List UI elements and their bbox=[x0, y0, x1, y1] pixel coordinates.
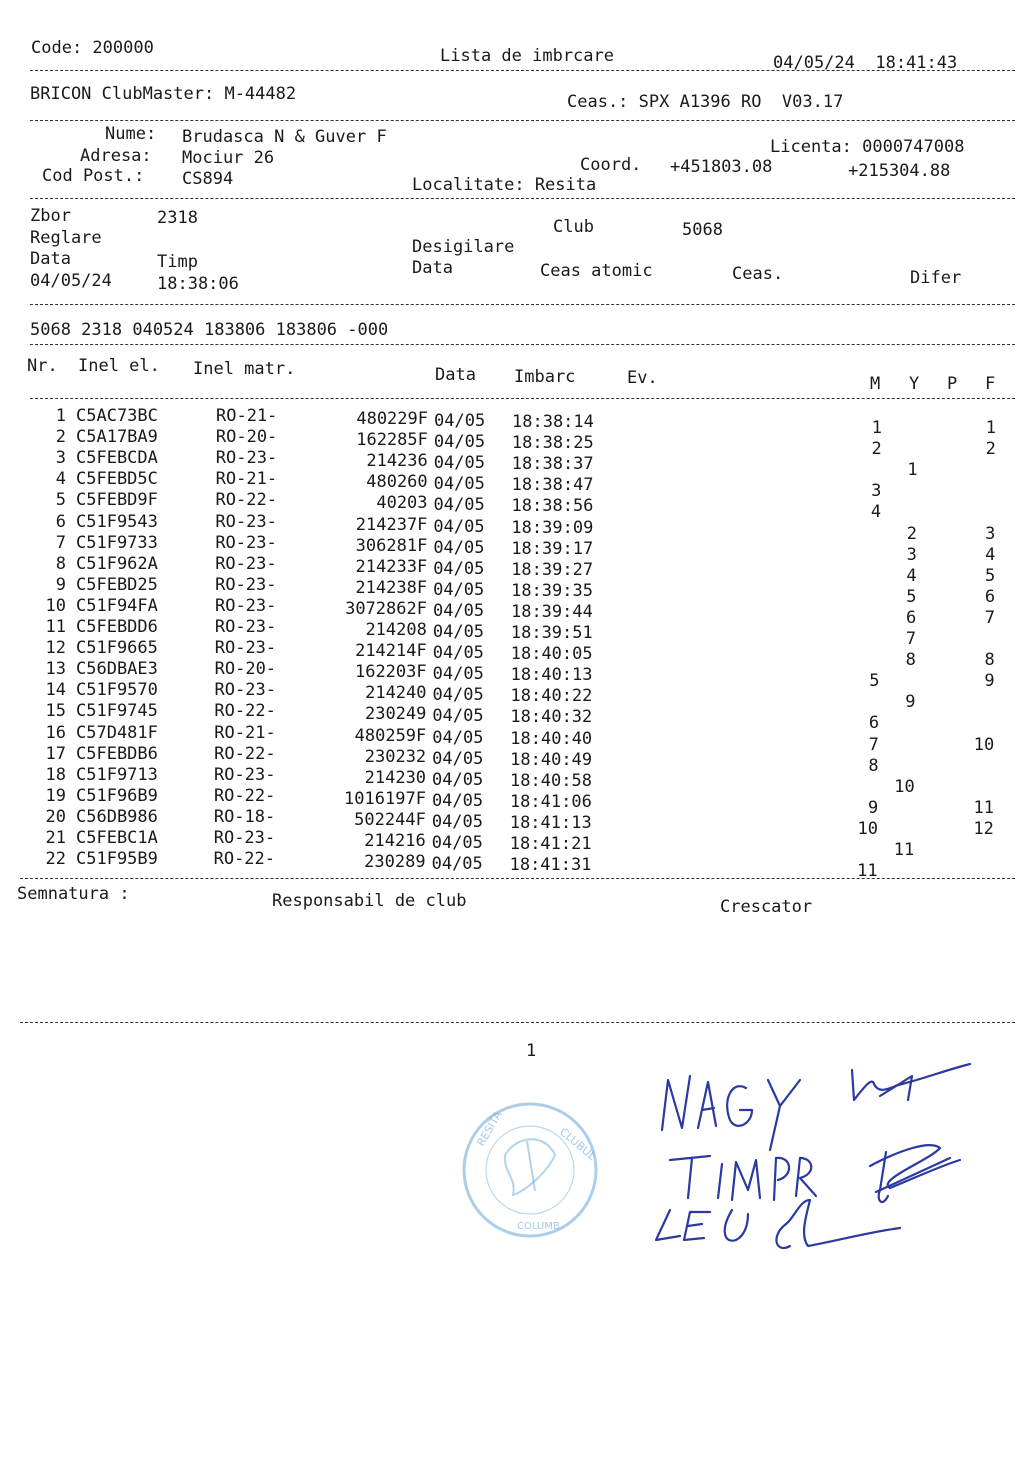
row-category-m: 5 bbox=[869, 671, 880, 692]
row-ring-prefix: RO-22- bbox=[215, 490, 277, 511]
row-category-y: 5 bbox=[906, 586, 917, 607]
row-boarding-time: 18:38:56 bbox=[511, 496, 594, 517]
row-category-m: 4 bbox=[870, 502, 882, 523]
row-category-y: 8 bbox=[905, 650, 916, 671]
row-number: 21 bbox=[45, 828, 66, 848]
row-date: 04/05 bbox=[432, 727, 484, 748]
print-datetime: 04/05/24 18:41:43 bbox=[773, 53, 958, 73]
row-ring-number: 1016197F bbox=[344, 788, 426, 809]
col-inel-matr-header: Inel matr. bbox=[193, 359, 296, 379]
row-ring-number: 502244F bbox=[354, 809, 426, 830]
timp-label: Timp bbox=[157, 252, 198, 272]
breeder-label: Crescator bbox=[720, 897, 813, 917]
row-boarding-time: 18:39:51 bbox=[510, 623, 593, 643]
row-ring-prefix: RO-21- bbox=[216, 406, 278, 426]
coord-latitude: +451803.08 bbox=[670, 157, 773, 177]
locality: Localitate: Resita bbox=[412, 175, 597, 195]
row-boarding-time: 18:41:13 bbox=[509, 812, 592, 833]
reglare-time: 18:38:06 bbox=[157, 274, 239, 294]
row-category-f: 8 bbox=[984, 650, 995, 671]
row-boarding-time: 18:38:37 bbox=[511, 454, 594, 475]
row-electronic-ring: C51F94FA bbox=[76, 595, 158, 616]
divider bbox=[20, 1022, 1015, 1023]
svg-text:CLUBUL: CLUBUL bbox=[557, 1125, 599, 1163]
row-date: 04/05 bbox=[433, 579, 485, 600]
row-ring-number: 230289 bbox=[364, 852, 426, 873]
row-category-m: 8 bbox=[868, 755, 879, 776]
reglare-label: Reglare bbox=[30, 228, 102, 248]
row-boarding-time: 18:40:58 bbox=[510, 770, 592, 791]
signature-label: Semnatura : bbox=[17, 884, 130, 904]
row-ring-number: 480259F bbox=[354, 725, 427, 746]
row-category-f: 11 bbox=[973, 797, 994, 818]
row-ring-number: 214216 bbox=[364, 831, 426, 851]
divider bbox=[30, 344, 1015, 345]
row-number: 7 bbox=[55, 532, 66, 553]
row-electronic-ring: C56DB986 bbox=[76, 806, 158, 827]
row-ring-number: 214238F bbox=[355, 577, 428, 598]
row-date: 04/05 bbox=[433, 516, 485, 537]
row-boarding-time: 18:41:06 bbox=[509, 791, 592, 812]
row-ring-number: 214214F bbox=[355, 641, 427, 662]
row-category-m: 10 bbox=[857, 818, 879, 839]
row-electronic-ring: C5AC73BC bbox=[76, 406, 158, 426]
row-number: 16 bbox=[45, 722, 66, 743]
difer-label: Difer bbox=[910, 268, 962, 288]
divider bbox=[30, 120, 1015, 121]
row-number: 19 bbox=[45, 785, 66, 806]
row-ring-number: 214236 bbox=[366, 451, 428, 472]
row-boarding-time: 18:40:49 bbox=[510, 749, 593, 770]
row-number: 10 bbox=[45, 595, 66, 616]
row-ring-prefix: RO-22- bbox=[213, 849, 276, 870]
data-label: Data bbox=[30, 249, 71, 269]
table-row bbox=[0, 849, 1024, 882]
code-label: Code: 200000 bbox=[31, 38, 154, 58]
row-electronic-ring: C5FEBD9F bbox=[76, 490, 158, 511]
row-date: 04/05 bbox=[432, 769, 484, 790]
address-label: Adresa: bbox=[80, 146, 152, 166]
col-imbarc-header: Imbarc bbox=[514, 367, 576, 387]
divider bbox=[20, 878, 1015, 879]
row-ring-prefix: RO-23- bbox=[214, 617, 277, 637]
row-electronic-ring: C5FEBC1A bbox=[76, 828, 158, 848]
row-electronic-ring: C5FEBCDA bbox=[76, 448, 158, 469]
row-number: 11 bbox=[45, 617, 66, 637]
row-number: 2 bbox=[55, 427, 66, 448]
owner-address: Mociur 26 bbox=[182, 148, 275, 168]
row-ring-prefix: RO-23- bbox=[215, 532, 277, 553]
row-category-f: 6 bbox=[984, 586, 996, 607]
row-number: 14 bbox=[45, 680, 66, 701]
clock-info: Ceas.: SPX A1396 RO V03.17 bbox=[567, 92, 844, 112]
row-ring-prefix: RO-21- bbox=[214, 722, 276, 743]
row-date: 04/05 bbox=[432, 748, 484, 769]
row-date: 04/05 bbox=[432, 685, 484, 706]
row-category-y: 7 bbox=[905, 629, 917, 649]
row-ring-prefix: RO-23- bbox=[214, 638, 277, 659]
club-responsible-label: Responsabil de club bbox=[272, 891, 467, 911]
row-category-m: 6 bbox=[868, 713, 880, 734]
reglare-date: 04/05/24 bbox=[30, 271, 112, 291]
row-boarding-time: 18:40:22 bbox=[510, 686, 593, 707]
row-ring-number: 230249 bbox=[364, 704, 427, 725]
coord-label: Coord. bbox=[580, 155, 642, 175]
device-name: BRICON ClubMaster: M-44482 bbox=[30, 84, 297, 104]
row-ring-prefix: RO-20- bbox=[215, 427, 278, 448]
row-electronic-ring: C5A17BA9 bbox=[76, 427, 158, 448]
row-boarding-time: 18:40:32 bbox=[510, 707, 593, 728]
row-electronic-ring: C5FEBD5C bbox=[76, 469, 158, 490]
row-ring-prefix: RO-22- bbox=[213, 785, 276, 806]
row-number: 1 bbox=[55, 406, 66, 426]
handwritten-signatures bbox=[640, 1040, 980, 1260]
divider bbox=[30, 398, 1015, 399]
row-date: 04/05 bbox=[432, 600, 485, 621]
row-number: 5 bbox=[55, 490, 66, 511]
svg-text:RESITA: RESITA bbox=[474, 1108, 505, 1149]
row-date: 04/05 bbox=[432, 643, 484, 664]
owner-postcode: CS894 bbox=[182, 169, 234, 189]
row-ring-prefix: RO-20- bbox=[214, 659, 277, 680]
row-number: 20 bbox=[45, 806, 66, 827]
zbor-label: Zbor bbox=[30, 206, 71, 226]
owner-name: Brudasca N & Guver F bbox=[182, 127, 387, 147]
col-p-header: P bbox=[947, 374, 958, 394]
row-category-m: 7 bbox=[868, 734, 879, 755]
row-boarding-time: 18:39:09 bbox=[511, 517, 594, 538]
row-electronic-ring: C5FEBD25 bbox=[76, 574, 158, 595]
row-number: 9 bbox=[55, 574, 66, 595]
row-boarding-time: 18:39:17 bbox=[511, 538, 594, 559]
row-ring-prefix: RO-23- bbox=[214, 680, 276, 701]
row-ring-prefix: RO-23- bbox=[215, 511, 277, 532]
row-boarding-time: 18:38:47 bbox=[511, 475, 594, 496]
zbor-value: 2318 bbox=[157, 208, 198, 228]
coord-longitude: +215304.88 bbox=[848, 161, 951, 181]
row-number: 12 bbox=[45, 638, 66, 659]
row-boarding-time: 18:39:35 bbox=[511, 580, 593, 601]
row-category-m: 3 bbox=[871, 481, 882, 502]
club-label: Club bbox=[553, 217, 594, 237]
row-ring-number: 480229F bbox=[356, 409, 428, 429]
row-date: 04/05 bbox=[433, 537, 485, 558]
row-electronic-ring: C51F9733 bbox=[76, 532, 158, 553]
row-date: 04/05 bbox=[431, 790, 484, 811]
row-category-f: 3 bbox=[985, 523, 996, 544]
row-number: 3 bbox=[55, 448, 66, 469]
row-date: 04/05 bbox=[432, 622, 485, 642]
row-ring-number: 3072862F bbox=[345, 598, 427, 619]
row-electronic-ring: C51F9543 bbox=[76, 511, 158, 532]
row-ring-number: 214208 bbox=[365, 620, 427, 640]
row-ring-number: 214230 bbox=[364, 767, 427, 788]
row-category-y: 6 bbox=[906, 607, 917, 628]
row-ring-number: 214237F bbox=[355, 514, 428, 535]
row-number: 13 bbox=[45, 659, 66, 680]
row-number: 17 bbox=[45, 743, 66, 764]
row-boarding-time: 18:39:44 bbox=[510, 601, 593, 622]
row-boarding-time: 18:41:31 bbox=[509, 855, 592, 876]
row-boarding-time: 18:38:14 bbox=[512, 412, 594, 432]
summary-line: 5068 2318 040524 183806 183806 -000 bbox=[30, 320, 389, 340]
club-value: 5068 bbox=[682, 220, 723, 240]
row-ring-number: 162285F bbox=[356, 430, 428, 451]
postcode-label: Cod Post.: bbox=[42, 166, 145, 186]
row-ring-prefix: RO-22- bbox=[214, 743, 276, 764]
row-category-f: 9 bbox=[984, 671, 995, 692]
col-f-header: F bbox=[985, 374, 996, 394]
row-category-y: 1 bbox=[907, 460, 918, 481]
row-category-f: 7 bbox=[984, 607, 995, 628]
row-electronic-ring: C56DBAE3 bbox=[76, 659, 158, 680]
row-ring-number: 230232 bbox=[364, 746, 427, 767]
row-category-f: 2 bbox=[985, 439, 996, 460]
row-ring-number: 40203 bbox=[376, 493, 428, 514]
row-category-y: 9 bbox=[905, 692, 916, 713]
ceas-atomic-label: Ceas atomic bbox=[540, 261, 653, 281]
row-category-f: 10 bbox=[973, 734, 995, 755]
row-category-y: 3 bbox=[906, 544, 917, 565]
row-date: 04/05 bbox=[431, 833, 483, 853]
row-electronic-ring: C57D481F bbox=[76, 722, 158, 743]
row-electronic-ring: C5FEBDB6 bbox=[76, 743, 158, 764]
row-boarding-time: 18:40:13 bbox=[510, 665, 593, 686]
row-category-f: 12 bbox=[973, 818, 994, 839]
col-ev-header: Ev. bbox=[627, 368, 658, 388]
row-date: 04/05 bbox=[433, 495, 485, 516]
club-stamp bbox=[455, 1095, 605, 1245]
row-electronic-ring: C51F9745 bbox=[76, 701, 158, 722]
col-inel-el-header: Inel el. bbox=[78, 356, 160, 376]
row-boarding-time: 18:40:40 bbox=[510, 728, 593, 749]
licence-number: Licenta: 0000747008 bbox=[770, 137, 965, 157]
desigilare-label: Desigilare bbox=[412, 237, 515, 257]
row-date: 04/05 bbox=[432, 664, 484, 685]
row-category-m: 11 bbox=[857, 861, 878, 882]
row-electronic-ring: C5FEBDD6 bbox=[76, 617, 158, 637]
row-category-m: 9 bbox=[867, 797, 879, 818]
row-category-y: 11 bbox=[893, 840, 915, 860]
row-category-f: 1 bbox=[985, 418, 996, 438]
data2-label: Data bbox=[412, 258, 453, 278]
row-electronic-ring: C51F9570 bbox=[76, 680, 158, 701]
row-number: 18 bbox=[45, 764, 66, 785]
row-date: 04/05 bbox=[431, 854, 483, 875]
document-title: Lista de imbrcare bbox=[440, 46, 614, 66]
row-category-y: 2 bbox=[906, 523, 918, 544]
row-category-m: 2 bbox=[871, 439, 882, 460]
row-category-m: 1 bbox=[871, 418, 882, 438]
row-ring-prefix: RO-18- bbox=[213, 806, 276, 827]
row-electronic-ring: C51F96B9 bbox=[76, 785, 158, 806]
row-date: 04/05 bbox=[434, 411, 486, 431]
name-label: Nume: bbox=[105, 124, 157, 144]
row-ring-prefix: RO-23- bbox=[213, 828, 276, 848]
col-m-header: M bbox=[870, 374, 881, 394]
row-category-f: 4 bbox=[985, 544, 996, 565]
col-data-header: Data bbox=[435, 365, 476, 385]
col-nr-header: Nr. bbox=[27, 356, 58, 376]
row-boarding-time: 18:38:25 bbox=[511, 433, 594, 454]
row-ring-prefix: RO-22- bbox=[214, 701, 276, 722]
svg-text:COLUMB: COLUMB bbox=[517, 1221, 560, 1232]
row-ring-number: 214233F bbox=[355, 556, 428, 577]
row-ring-number: 480260 bbox=[366, 472, 428, 493]
row-ring-prefix: RO-23- bbox=[215, 553, 277, 574]
row-electronic-ring: C51F9665 bbox=[76, 638, 158, 659]
row-electronic-ring: C51F962A bbox=[76, 553, 158, 574]
row-date: 04/05 bbox=[433, 474, 485, 495]
row-number: 15 bbox=[45, 701, 66, 722]
row-category-f: 5 bbox=[984, 565, 996, 586]
row-number: 4 bbox=[55, 469, 66, 490]
row-date: 04/05 bbox=[433, 558, 485, 579]
divider bbox=[30, 304, 1015, 305]
divider bbox=[30, 198, 1015, 199]
row-boarding-time: 18:39:27 bbox=[511, 559, 594, 580]
row-ring-number: 306281F bbox=[355, 535, 428, 556]
row-ring-prefix: RO-21- bbox=[215, 469, 278, 490]
row-category-y: 4 bbox=[906, 565, 917, 586]
row-electronic-ring: C51F9713 bbox=[76, 764, 158, 785]
row-number: 22 bbox=[45, 849, 66, 870]
row-category-y: 10 bbox=[894, 776, 915, 797]
divider bbox=[30, 70, 1015, 71]
row-electronic-ring: C51F95B9 bbox=[76, 849, 158, 870]
row-date: 04/05 bbox=[432, 706, 484, 727]
row-ring-number: 162203F bbox=[354, 662, 427, 683]
row-ring-prefix: RO-23- bbox=[215, 574, 277, 595]
row-date: 04/05 bbox=[431, 811, 484, 832]
row-number: 8 bbox=[55, 553, 66, 574]
row-ring-prefix: RO-23- bbox=[214, 595, 277, 616]
table-header bbox=[0, 356, 1024, 394]
row-date: 04/05 bbox=[433, 432, 486, 453]
row-ring-prefix: RO-23- bbox=[214, 764, 276, 785]
row-boarding-time: 18:40:05 bbox=[510, 644, 593, 665]
page-number: 1 bbox=[526, 1041, 537, 1061]
row-number: 6 bbox=[55, 511, 66, 532]
row-ring-number: 214240 bbox=[365, 683, 427, 704]
row-boarding-time: 18:41:21 bbox=[509, 834, 592, 854]
ceas-label: Ceas. bbox=[732, 264, 784, 284]
row-date: 04/05 bbox=[433, 453, 485, 474]
col-y-header: Y bbox=[909, 374, 920, 394]
row-ring-prefix: RO-23- bbox=[215, 448, 278, 469]
